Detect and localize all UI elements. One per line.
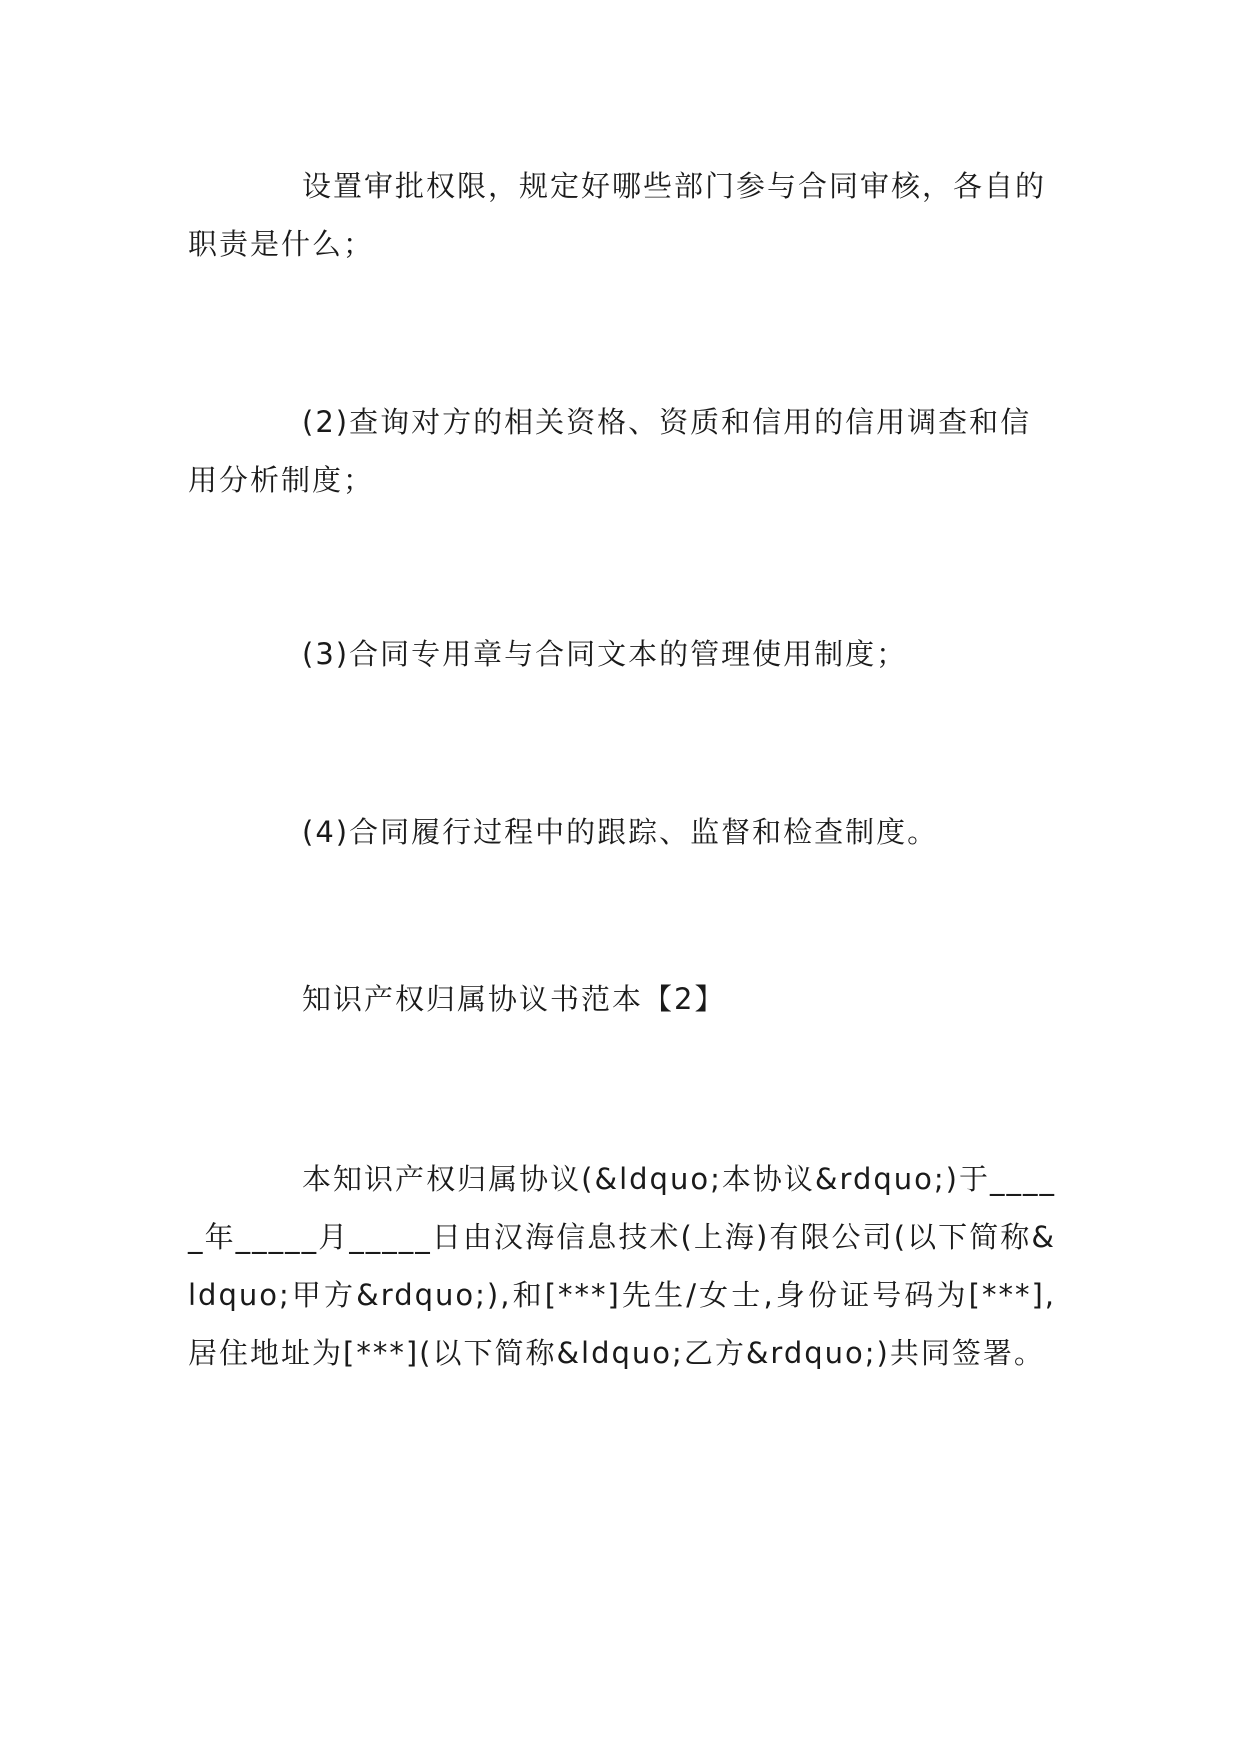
paragraph-approval-authority: 设置审批权限，规定好哪些部门参与合同审核，各自的职责是什么； xyxy=(188,169,1047,261)
paragraph-credit-investigation: (2)查询对方的相关资格、资质和信用的信用调查和信用分析制度； xyxy=(188,405,1032,497)
section-heading: 知识产权归属协议书范本【2】 xyxy=(302,982,726,1016)
paragraph-contract-seal: (3)合同专用章与合同文本的管理使用制度； xyxy=(302,637,908,671)
paragraph-agreement-intro: 本知识产权归属协议(&ldquo;本协议&rdquo;)于_____年_____月_____日由汉海信息技术(上海)有限公司(以下简称&ldquo;甲方&rdquo;),和[***]先生/女士,身份证号码为[***],居住地址为[***](以下简称&ldquo;乙方&rdquo;)共同签署。 xyxy=(188,1162,1056,1370)
paragraph-contract-tracking: (4)合同履行过程中的跟踪、监督和检查制度。 xyxy=(302,815,939,849)
